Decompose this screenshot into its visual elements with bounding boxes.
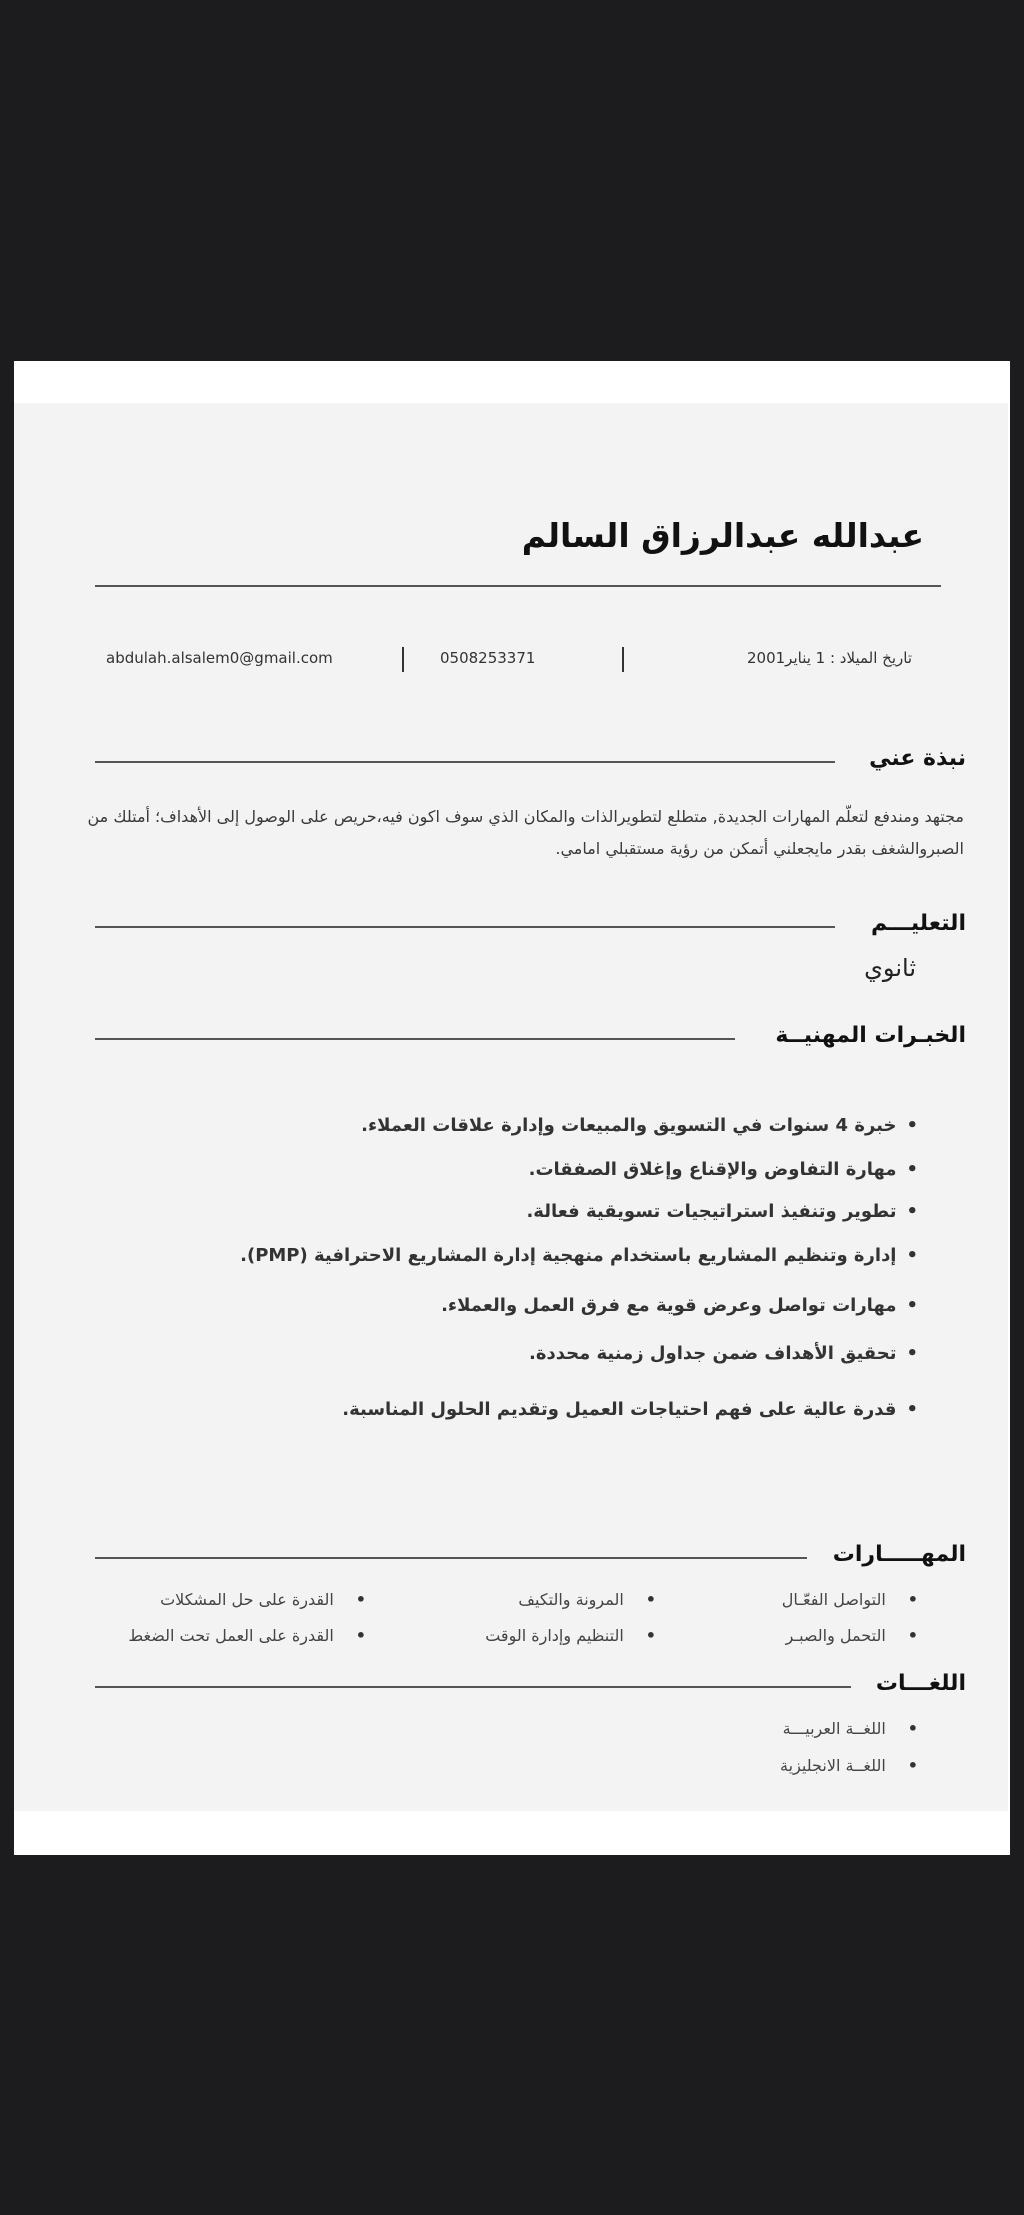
skill-item: • القدرة على حل المشكلات <box>160 1590 366 1609</box>
phone-number: 0508253371 <box>440 649 536 667</box>
resume-sheet <box>14 403 1008 1811</box>
experience-item: • مهارات تواصل وعرض قوية مع فرق العمل والعملاء. <box>441 1295 918 1316</box>
skill-item: • القدرة على العمل تحت الضغط <box>128 1626 366 1645</box>
birth-date: تاريخ الميلاد : 1 يناير2001 <box>746 649 912 667</box>
experience-item: • مهارة التفاوض والإقناع وإغلاق الصفقات. <box>529 1159 918 1180</box>
contact-separator <box>402 647 404 672</box>
experience-item: • قدرة عالية على فهم احتياجات العميل وتقديم الحلول المناسبة. <box>342 1399 918 1420</box>
experience-item: • تطوير وتنفيذ استراتيجيات تسويقية فعالة. <box>526 1201 918 1222</box>
language-item: • اللغــة العربيـــة <box>783 1719 918 1738</box>
divider <box>95 1686 851 1688</box>
skill-item: • التنظيم وإدارة الوقت <box>485 1626 656 1645</box>
divider <box>95 585 941 587</box>
skill-item: • التحمل والصبـر <box>786 1626 918 1645</box>
divider <box>95 1038 735 1040</box>
skills-heading: المهـــــارات <box>832 1542 966 1567</box>
about-text: مجتهد ومندفع لتعلّم المهارات الجديدة, متطلع لتطويرالذات والمكان الذي سوف اكون فيه،حريص على الوصول إلى الأهداف؛ أمتلك من الصبروالشغف بقدر مايجعلني أتمكن من رؤية مستقبلي امامي. <box>87 807 964 858</box>
divider <box>95 761 835 763</box>
contact-separator <box>622 647 624 672</box>
education-value: ثانوي <box>864 954 916 982</box>
experience-item: • خبرة 4 سنوات في التسويق والمبيعات وإدارة علاقات العملاء. <box>361 1115 918 1136</box>
skill-item: • المرونة والتكيف <box>518 1590 656 1609</box>
education-heading: التعليـــم <box>871 911 966 936</box>
languages-heading: اللغـــات <box>875 1671 966 1696</box>
about-heading: نبذة عني <box>869 746 966 771</box>
divider <box>95 926 835 928</box>
language-item: • اللغــة الانجليزية <box>780 1756 918 1775</box>
experience-item: • إدارة وتنظيم المشاريع باستخدام منهجية إدارة المشاريع الاحترافية (PMP). <box>240 1245 918 1266</box>
experience-item: • تحقيق الأهداف ضمن جداول زمنية محددة. <box>529 1343 918 1364</box>
page-title: عبدالله عبدالرزاق السالم <box>521 516 924 555</box>
email-address: abdulah.alsalem0@gmail.com <box>106 649 333 667</box>
skill-item: • التواصل الفعّـال <box>782 1590 918 1609</box>
document-page <box>14 361 1010 1855</box>
divider <box>95 1557 807 1559</box>
experience-heading: الخبـرات المهنيــة <box>775 1023 966 1048</box>
